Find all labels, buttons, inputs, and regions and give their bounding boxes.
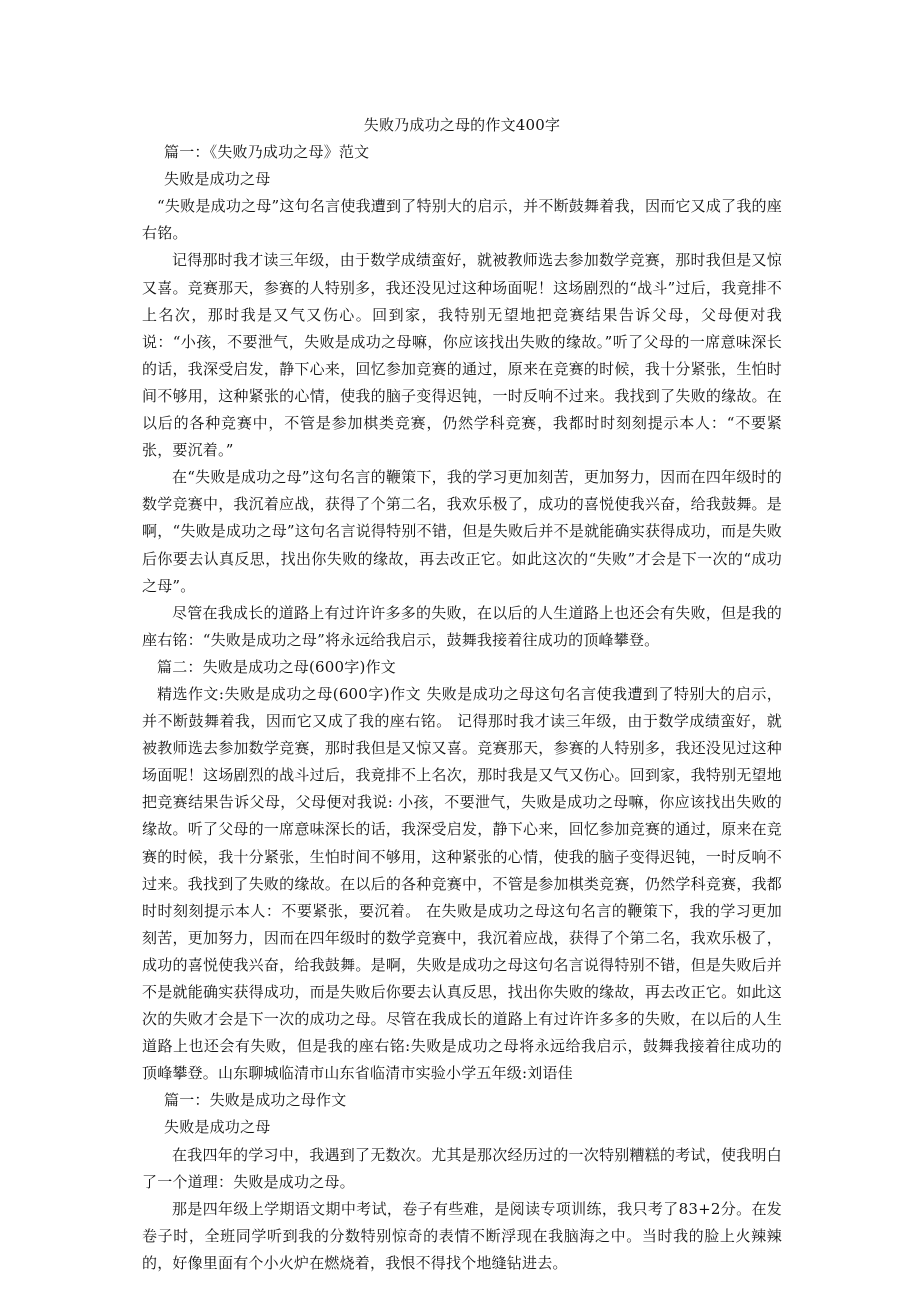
paragraph: 那是四年级上学期语文期中考试，卷子有些难，是阅读专项训练，我只考了83+2分。在发卷子时，全班同学听到我的分数特别惊奇的表情不断浮现在我脑海之中。当时我的脸上火辣辣的，好像里面有个小火炉在燃烧着，我恨不得找个地缝钻进去。: [142, 1199, 782, 1272]
document-title: 失败乃成功之母的作文400字: [363, 116, 561, 134]
document-body: [142, 112, 782, 1277]
paragraph: 在“失败是成功之母”这句名言的鞭策下，我的学习更加刻苦，更加努力，因而在四年级时的数学竞赛中，我沉着应战，获得了个第二名，我欢乐极了，成功的喜悦使我兴奋，给我鼓舞。是啊，“失败是成功之母”这句名言说得特别不错，但是失败后并不是就能确实获得成功，而是失败后你要去认真反思，找出你失败的缘故，再去改正它。如此这次的“失败”才会是下一次的“成功之母”。: [142, 468, 782, 595]
paragraph: 在我四年的学习中，我遇到了无数次。尤其是那次经历过的一次特别糟糕的考试，使我明白了一个道理：失败是成功之母。: [142, 1145, 782, 1191]
paragraph: “失败是成功之母”这句名言使我遭到了特别大的启示，并不断鼓舞着我，因而它又成了我的座右铭。: [142, 197, 782, 243]
section-subheading-3: 失败是成功之母: [164, 1118, 271, 1137]
paragraph: 精选作文:失败是成功之母(600字)作文 失败是成功之母这句名言使我遭到了特别大的启示，并不断鼓舞着我，因而它又成了我的座右铭。 记得那时我才读三年级，由于数学成绩蛮好，就被教师选去参加数学竞赛，那时我但是又惊又喜。竞赛那天，参赛的人特别多，我还没见过这种场面呢！这场剧烈的战斗过后，我竟排不上名次，那时我是又气又伤心。回到家，我特别无望地把竞赛结果告诉父母，父母便对我说: 小孩，不要泄气，失败是成功之母嘛，你应该找出失败的缘故。听了父母的一席意味深长的话，我深受启发，静下心来，回忆参加竞赛的通过，原来在竞赛的时候，我十分紧张，生怕时间不够用，这种紧张的心情，使我的脑子变得迟钝，一时反响不过来。我找到了失败的缘故。在以后的各种竞赛中，不管是参加棋类竞赛，仍然学科竞赛，我都时时刻刻提示本人：不要紧张，要沉着。 在失败是成功之母这句名言的鞭策下，我的学习更加刻苦，更加努力，因而在四年级时的数学竞赛中，我沉着应战，获得了个第二名，我欢乐极了，成功的喜悦使我兴奋，给我鼓舞。是啊，失败是成功之母这句名言说得特别不错，但是失败后并不是就能确实获得成功，而是失败后你要去认真反思，找出你失败的缘故，再去改正它。如此这次的失败才会是下一次的成功之母。尽管在我成长的道路上有过许许多多的失败，在以后的人生道路上也还会有失败，但是我的座右铭:失败是成功之母将永远给我启示，鼓舞我接着往成功的顶峰攀登。山东聊城临清市山东省临清市实验小学五年级:刘语佳: [142, 684, 782, 1083]
section-heading-2: 篇二：失败是成功之母(600字)作文: [157, 657, 396, 676]
section-subheading-1: 失败是成功之母: [164, 170, 271, 189]
section-heading-3: 篇一：失败是成功之母作文: [164, 1091, 347, 1110]
section-heading-1: 篇一：《失败乃成功之母》范文: [164, 143, 370, 162]
paragraph: 记得那时我才读三年级，由于数学成绩蛮好，就被教师选去参加数学竞赛，那时我但是又惊又喜。竞赛那天，参赛的人特别多，我还没见过这种场面呢！这场剧烈的“战斗”过后，我竟排不上名次，那时我是又气又伤心。回到家，我特别无望地把竞赛结果告诉父母，父母便对我说：“小孩，不要泄气，失败是成功之母嘛，你应该找出失败的缘故。”听了父母的一席意味深长的话，我深受启发，静下心来，回忆参加竞赛的通过，原来在竞赛的时候，我十分紧张，生怕时间不够用，这种紧张的心情，使我的脑子变得迟钝，一时反响不过来。我找到了失败的缘故。在以后的各种竞赛中，不管是参加棋类竞赛，仍然学科竞赛，我都时时刻刻提示本人：“不要紧张，要沉着。”: [142, 251, 782, 460]
paragraph: 尽管在我成长的道路上有过许许多多的失败，在以后的人生道路上也还会有失败，但是我的座右铭：“失败是成功之母”将永远给我启示，鼓舞我接着往成功的顶峰攀登。: [142, 603, 782, 649]
